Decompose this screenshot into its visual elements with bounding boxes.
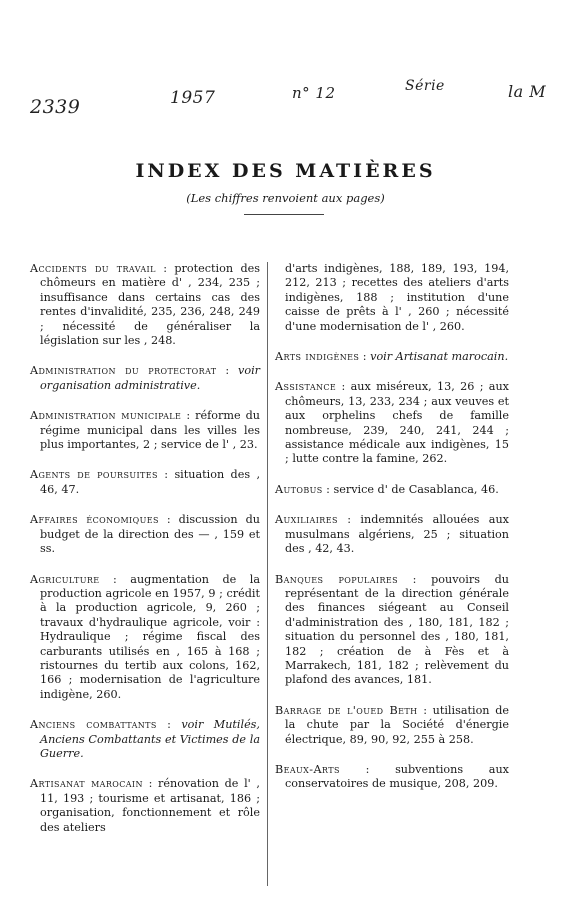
entry-text: : indemnités allouées aux musulmans algériens, 25 ; situation des , 42, 43. <box>285 513 509 556</box>
entry-text: : <box>156 718 182 732</box>
index-entry <box>275 483 509 497</box>
entry-text: : aux miséreux, 13, 26 ; aux chômeurs, 13, 233, 234 ; aux veuves et aux orphelins chefs de famille nombreuse, 239, 240, 241, 244 ; assistance médicale aux indigènes, 15 ; lutte contre la famine, 262. <box>285 380 509 466</box>
entry-text: : service d' de Casablanca, 46. <box>322 482 499 496</box>
entry-heading: Banques populaires <box>275 572 399 586</box>
entry-text: : réforme du régime municipal dans les villes les plus importantes, 2 ; service de l' , 23. <box>40 409 261 452</box>
entry-heading: Autobus <box>275 482 323 496</box>
entry-text: : rénovation de l' , 11, 193 ; tourisme et artisanat, 186 ; organisation, fonctionnement et rôle des ateliers <box>40 777 260 834</box>
entry-text: : augmentation de la production agricole en 1957, 9 ; crédit à la production agricole, 9, 260 ; travaux d'hydraulique agricole, voir : Hydraulique ; régime fiscal des carburants utilisés en , 165 à 168 ; ristournes du tertib aux colons, 162, 166 ; modernisation de l'agriculture indigène, 260. <box>40 572 260 701</box>
index-entry <box>30 468 260 497</box>
index-entry <box>30 777 260 835</box>
entry-text: : <box>216 364 239 378</box>
handwritten-year: 1957 <box>170 88 216 108</box>
entry-text: : subventions aux conservatoires de musique, 208, 209. <box>285 762 509 791</box>
entry-text: : <box>359 350 371 364</box>
entry-heading: Anciens combattants <box>30 718 157 732</box>
index-entry <box>275 262 509 334</box>
entry-heading: Artisanat marocain <box>30 777 143 791</box>
entry-heading: Auxiliaires <box>275 513 338 527</box>
entry-heading: Agents de poursuites <box>30 468 158 482</box>
entry-text: : protection des chômeurs en matière d' , 234, 235 ; insuffisance dans certains cas des rentes d'invalidité, 235, 236, 248, 249 ; nécessité de généraliser la législation sur les , 248. <box>40 262 260 348</box>
handwritten-annotation: la M <box>508 82 547 101</box>
entry-heading: Administration du protectorat <box>30 364 217 378</box>
index-entry <box>30 718 260 761</box>
entry-heading: Accidents du travail <box>30 262 156 275</box>
entry-continuation: d'arts indigènes, 188, 189, 193, 194, 212, 213 ; recettes des ateliers d'arts indigènes, 188 ; institution d'une caisse de prêts à l' , 260 ; nécessité d'une modernisation de l' , 260. <box>285 262 509 333</box>
entry-heading: Assistance <box>275 380 337 394</box>
entry-heading: Agriculture <box>30 572 100 586</box>
index-entry <box>275 763 509 792</box>
index-entry <box>275 573 509 688</box>
title-rule <box>244 214 324 215</box>
index-entry <box>30 409 260 452</box>
entry-text: : discussion du budget de la direction des — , 159 et ss. <box>40 513 260 556</box>
handwritten-archive-number: 2339 <box>30 96 81 118</box>
entry-text: : situation des , 46, 47. <box>40 468 260 496</box>
entry-cross-reference: voir Mutilés, Anciens Combattants et Victimes de la Guerre. <box>40 718 260 760</box>
entry-cross-reference: voir organisation administrative. <box>40 364 260 392</box>
page-title: INDEX DES MATIÈRES <box>135 160 436 182</box>
column-divider <box>267 262 268 886</box>
entry-heading: Arts indigènes <box>275 350 360 364</box>
entry-text: : utilisation de la chute par la Société d'énergie électrique, 89, 90, 92, 255 à 258. <box>285 703 509 746</box>
entry-heading: Affaires économiques <box>30 513 159 527</box>
index-entry <box>30 513 260 556</box>
entry-heading: Beaux-Arts <box>275 762 340 776</box>
index-column-left <box>30 262 260 851</box>
entry-heading: Administration municipale <box>30 409 182 423</box>
index-entry <box>275 513 509 556</box>
page-subtitle: (Les chiffres renvoient aux pages) <box>186 191 385 205</box>
entry-heading: Barrage de l'oued Beth <box>275 703 418 717</box>
index-entry <box>275 380 509 466</box>
handwritten-series: Série <box>405 78 445 94</box>
index-entry <box>30 262 260 348</box>
entry-text: : pouvoirs du représentant de la direction générale des finances siégeant au Conseil d'administration des , 180, 181, 182 ; situation du personnel des , 180, 181, 182 ; création de à Fès et à Marrakech, 181, 182 ; relèvement du plafond des avances, 181. <box>285 572 509 687</box>
index-column-right <box>275 262 509 808</box>
index-entry <box>275 350 509 364</box>
index-entry <box>30 573 260 703</box>
handwritten-issue-number: n° 12 <box>292 84 336 102</box>
entry-cross-reference: voir Artisanat marocain. <box>370 350 509 364</box>
index-entry <box>30 364 260 393</box>
index-entry <box>275 704 509 747</box>
